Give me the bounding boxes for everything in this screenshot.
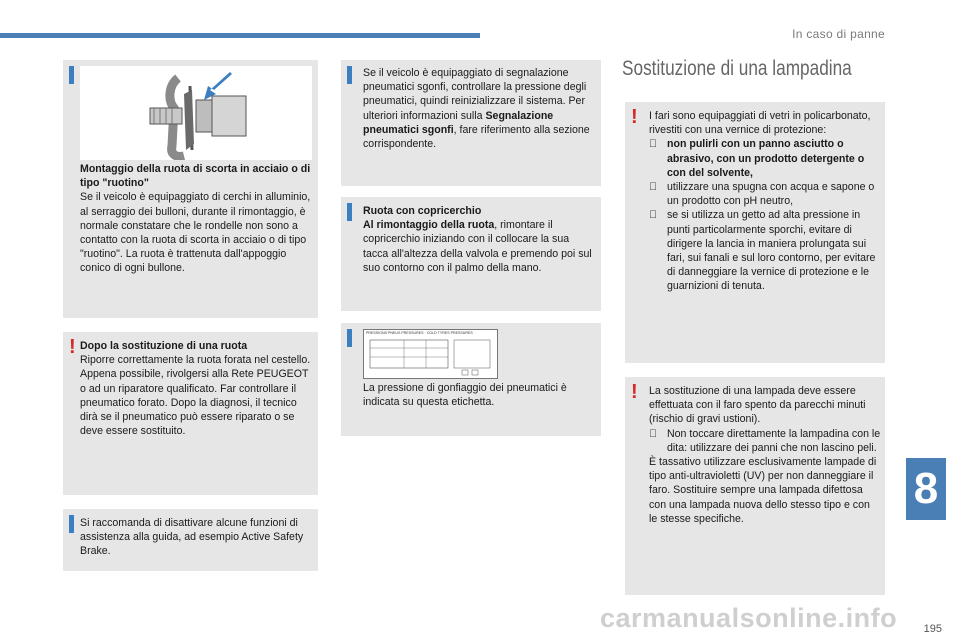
bulb-intro: La sostituzione di una lampada deve essere effettuata con il faro spento da parecchi minuti (rischio di gravi ustioni). (649, 385, 866, 426)
info-icon (347, 66, 352, 84)
bulb-replacement-text (649, 384, 881, 526)
list-item: Non toccare direttamente la lampadina con le dita: utilizzare dei panni che non lascino peli. (649, 427, 881, 455)
info-box-spare-wheel (63, 60, 318, 318)
hubcap-body: , rimontare il copricerchio iniziando con il collocare la sua tacca all'altezza della valvola e premendo poi sul suo contorno con il palmo della mano. (363, 219, 592, 274)
after-replacement-body: Riporre correttamente la ruota forata nel cestello. Appena possibile, rivolgersi alla Rete PEUGEOT o ad un riparatore qualificato. Far controllare il pneumatico forato. Dopo la diagnosi, il tecnico dirà se il pneumatico può essere riparato o se deve essere sostituito. (80, 354, 311, 438)
warning-box-after-replacement (63, 332, 318, 495)
info-icon (69, 515, 74, 533)
list-item: non pulirli con un panno asciutto o abrasivo, con un prodotto detergente o con del solvente, (649, 137, 881, 180)
pressure-label-text: La pressione di gonfiaggio dei pneumatici è indicata su questa etichetta. (363, 382, 567, 409)
hubcap-text (363, 204, 597, 275)
tyre-detection-body1: Se il veicolo è equipaggiato di segnalazione pneumatici sgonfi, controllare la pressione degli pneumatici, quindi reinizializzare il sistema. Per ulteriori informazioni sulla (363, 67, 587, 122)
info-icon (69, 66, 74, 84)
header-bar (0, 33, 480, 38)
bullet-icon (649, 208, 657, 222)
info-icon (347, 329, 352, 347)
spare-wheel-title: Montaggio della ruota di scorta in acciaio o di tipo "ruotino" (80, 163, 311, 190)
tyre-detection-bold: Segnalazione pneumatici sgonfi (363, 109, 554, 136)
driving-assistance-text: Si raccomanda di disattivare alcune funzioni di assistenza alla guida, ad esempio Active Safety Brake. (80, 517, 304, 558)
bullet-icon (649, 427, 657, 441)
hubcap-title: Ruota con copricerchio (363, 205, 482, 217)
info-box-hubcap (341, 197, 601, 311)
warning-icon: ! (631, 106, 638, 128)
warning-box-bulb-replacement (625, 377, 885, 595)
bullet-icon (649, 137, 657, 151)
warning-box-headlamp-cleaning (625, 102, 885, 363)
section-title: In caso di panne (792, 27, 885, 41)
info-box-tyre-pressure-detection (341, 60, 601, 186)
headlamp-intro: I fari sono equipaggiati di vetri in policarbonato, rivestiti con una vernice di protezione: (649, 110, 871, 137)
warning-icon: ! (69, 336, 76, 358)
headlamp-cleaning-text (649, 109, 881, 294)
bullet-icon (649, 180, 657, 194)
info-box-driving-assistance (63, 509, 318, 571)
after-replacement-title: Dopo la sostituzione di una ruota (80, 340, 248, 352)
wheel-bolt-illustration (80, 66, 312, 160)
bolt-diagram (80, 66, 312, 160)
info-icon (347, 203, 352, 221)
bulb-outro: È tassativo utilizzare esclusivamente lampade di tipo anti-ultravioletti (UV) per non danneggiare il faro. Sostituire sempre una lampada difettosa con una lampada nuova dello stesso tipo e con le stesse specifiche. (649, 456, 877, 525)
spare-wheel-body: Se il veicolo è equipaggiato di cerchi in alluminio, al serraggio dei bulloni, durante il rimontaggio, è normale constatare che le rondelle non sono a contatto con la ruota di scorta in acciaio o di tipo "ruotino". La ruota è trattenuta dall'appoggio conico di ogni bullone. (80, 191, 311, 275)
list-item: se si utilizza un getto ad alta pressione in punti particolarmente sporchi, evitare di dirigere la lancia in maniera prolungata sui fari, sui fanali e sul loro contorno, per evitare di danneggiare la vernice di protezione e le guarnizioni di tenuta. (649, 208, 881, 293)
page-heading: Sostituzione di una lampadina (622, 57, 852, 80)
spare-wheel-text (80, 162, 316, 276)
tyre-detection-text (363, 66, 597, 151)
hubcap-subtitle: Al rimontaggio della ruota (363, 219, 495, 232)
label-diagram (364, 330, 497, 378)
warning-icon: ! (631, 381, 638, 403)
watermark: carmanualsonline.info (600, 603, 898, 633)
label-title: PRESSIONS PNEUS PRESSURES · COLD TYRES PRESSURES (366, 331, 473, 335)
tyre-detection-body2: , fare riferimento alla sezione corrispondente. (363, 123, 590, 151)
after-replacement-text (80, 339, 316, 438)
page-number: 195 (923, 623, 942, 635)
list-item: utilizzare una spugna con acqua e sapone o un prodotto con pH neutro, (649, 180, 881, 208)
info-box-pressure-label (341, 323, 601, 436)
tyre-pressure-label-image (363, 329, 498, 379)
chapter-tab: 8 (906, 458, 946, 520)
